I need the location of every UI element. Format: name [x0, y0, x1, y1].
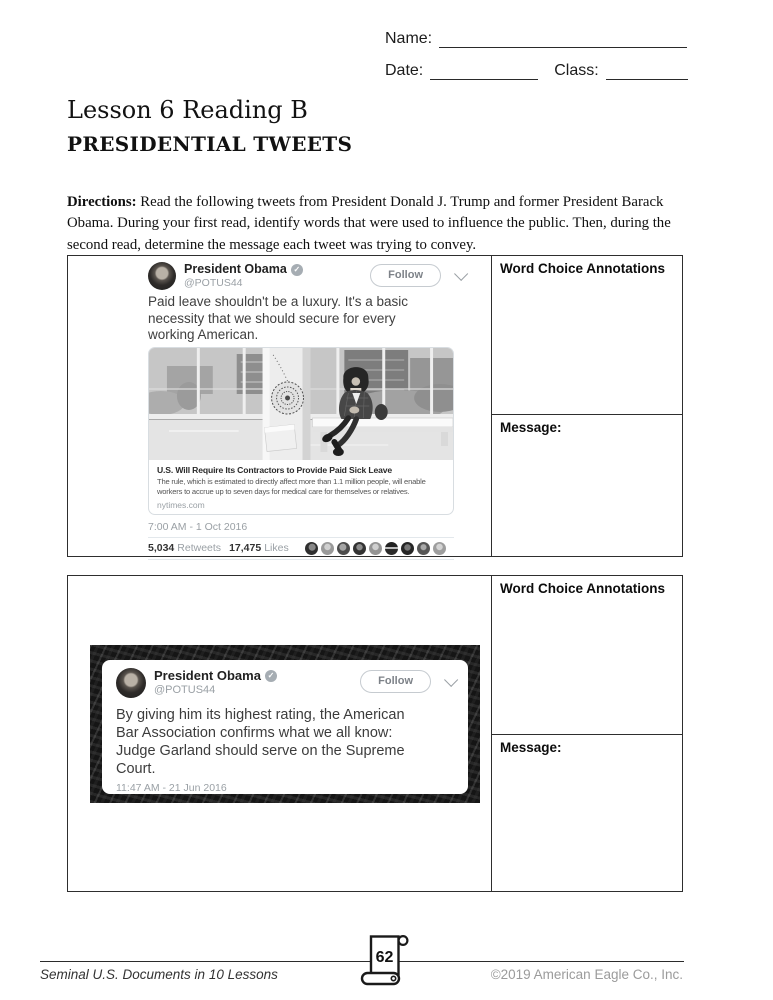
article-photo	[149, 348, 453, 460]
directions-label: Directions:	[67, 193, 137, 210]
tweet-display-name: President Obama	[184, 262, 287, 276]
tweet-header	[148, 262, 464, 290]
tweet-obama-garland	[102, 660, 468, 794]
date-label: Date:	[385, 62, 424, 79]
tweet-screenshot-frame	[90, 645, 480, 803]
tweet-obama-paid-leave	[148, 262, 464, 560]
tweet-timestamp: 11:47 AM - 21 Jun 2016	[116, 782, 227, 794]
retweet-count: 5,034	[148, 542, 175, 554]
reactor-avatar	[385, 542, 398, 555]
reactor-avatar	[353, 542, 366, 555]
name-blank-line	[439, 31, 687, 48]
worksheet-box-tweet2	[67, 575, 683, 892]
worksheet-box-tweet1	[67, 255, 683, 557]
tweet-header	[116, 668, 454, 698]
article-description: The rule, which is estimated to directly affect more than 1.1 million people, will enable workers to accrue up to seven days for medical care for themselves or relatives.	[157, 476, 426, 496]
verified-badge-icon: ✓	[291, 264, 303, 276]
reactor-avatar	[305, 542, 318, 555]
page-number-scroll-icon	[359, 931, 413, 987]
reactor-avatar	[337, 542, 350, 555]
follow-button[interactable]: Follow	[370, 264, 441, 287]
follow-button[interactable]: Follow	[360, 670, 431, 693]
annotation-column	[491, 256, 682, 556]
reactor-avatar	[433, 542, 446, 555]
page-title: Lesson 6 Reading B	[67, 96, 308, 124]
article-card-info	[149, 460, 453, 514]
profile-avatar	[148, 262, 176, 290]
page-number: 62	[375, 949, 394, 966]
annotation-column	[491, 576, 682, 891]
reactor-avatar	[417, 542, 430, 555]
message-section	[492, 734, 682, 891]
profile-avatar	[116, 668, 146, 698]
tweet-timestamp: 7:00 AM - 1 Oct 2016	[148, 520, 248, 533]
class-blank-line	[606, 63, 688, 80]
date-blank-line	[430, 63, 538, 80]
article-headline: U.S. Will Require Its Contractors to Provide Paid Sick Leave	[157, 464, 392, 475]
copyright-notice: ©2019 American Eagle Co., Inc.	[490, 967, 683, 982]
tweet-stats-row	[148, 542, 464, 555]
directions-paragraph	[67, 192, 689, 257]
student-id-block	[385, 26, 688, 90]
word-choice-annotations-label: Word Choice Annotations	[500, 581, 665, 596]
like-count: 17,475	[229, 542, 262, 554]
word-choice-annotations-label: Word Choice Annotations	[500, 261, 665, 276]
reactor-avatar	[369, 542, 382, 555]
message-section	[492, 414, 682, 556]
tweet-bottom-divider	[148, 559, 454, 560]
verified-badge-icon: ✓	[265, 670, 277, 682]
page-subtitle: PRESIDENTIAL TWEETS	[67, 132, 353, 156]
reactor-avatar	[401, 542, 414, 555]
article-link-card[interactable]	[148, 347, 454, 515]
tweet-divider	[148, 537, 454, 538]
tweet-text: Paid leave shouldn't be a luxury. It's a basic necessity that we should secure for every working American.	[148, 294, 409, 342]
tweet-handle: @POTUS44	[154, 683, 216, 696]
directions-text: Read the following tweets from President Donald J. Trump and former President Barack Obama. During your first read, identify words that were used to influence the public. Then, during the second read, determine the message each tweet was trying to convey.	[67, 193, 671, 253]
like-label: Likes	[264, 542, 289, 554]
book-title: Seminal U.S. Documents in 10 Lessons	[40, 967, 278, 982]
tweet-handle: @POTUS44	[184, 277, 243, 289]
class-label: Class:	[554, 62, 599, 79]
reactor-avatar	[321, 542, 334, 555]
reaction-avatars	[305, 542, 446, 555]
tweet-text: By giving him its highest rating, the American Bar Association confirms what we all know: Judge Garland should serve on the Supreme Court.	[116, 707, 405, 777]
name-label: Name:	[385, 30, 433, 47]
chevron-down-icon[interactable]	[454, 266, 468, 280]
tweet-display-name: President Obama	[154, 668, 261, 683]
article-source: nytimes.com	[157, 499, 205, 510]
chevron-down-icon[interactable]	[444, 672, 458, 686]
message-label: Message:	[500, 740, 562, 755]
message-label: Message:	[500, 420, 562, 435]
retweet-label: Retweets	[177, 542, 222, 554]
atrium-photo-illustration	[149, 348, 453, 460]
